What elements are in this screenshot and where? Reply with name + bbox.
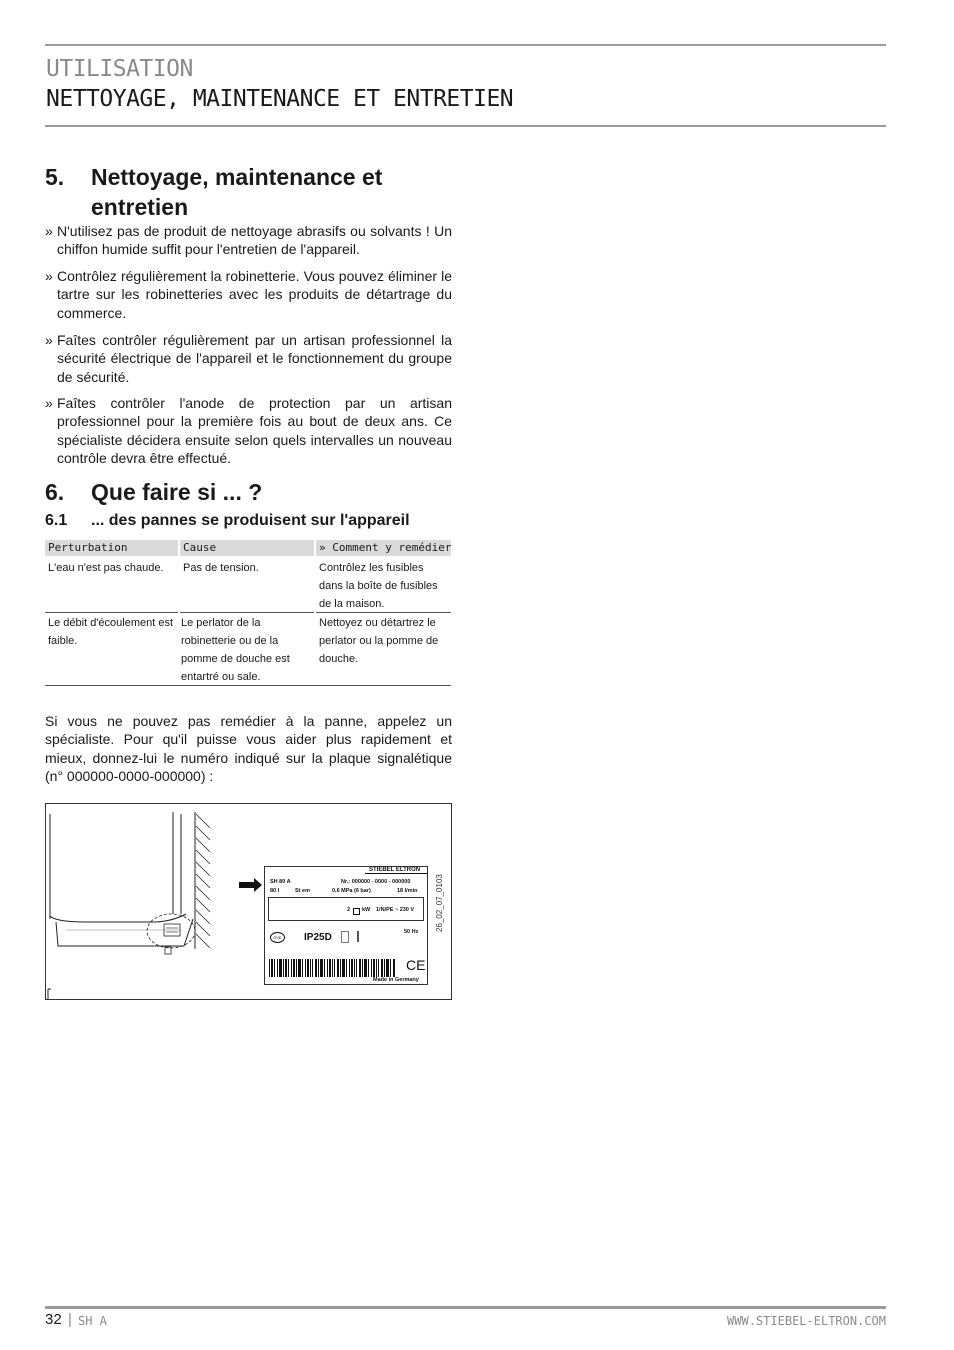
bullet-text: Faîtes contrôler régulièrement par un artisan professionnel la sécurité électrique de l'appareil et le fonctionnement du groupe de sécurité.	[57, 332, 452, 385]
header-title: NETTOYAGE, MAINTENANCE ET ENTRETIEN	[46, 86, 514, 112]
section-5-heading	[45, 162, 455, 222]
bullet-mark: »	[45, 395, 53, 411]
subsection-title: ... des pannes se produisent sur l'appareil	[91, 512, 410, 529]
table-cell-line: dans la boîte de fusibles	[319, 580, 438, 592]
table-cell-line: faible.	[48, 635, 78, 647]
plate-material: St em	[295, 888, 310, 894]
footer-model: SH A	[78, 1314, 107, 1328]
bullet-item	[45, 331, 452, 386]
table-header-remedy: » Comment y remédier	[316, 540, 451, 556]
plate-origin: Made in Germany	[373, 977, 419, 983]
table-cell-line: Le débit d'écoulement est	[48, 617, 174, 629]
certification-icon	[341, 931, 349, 943]
table-header-perturbation: Perturbation	[45, 540, 178, 556]
table-cell-remedy	[319, 559, 438, 613]
footer-separator: |	[68, 1311, 72, 1328]
table-cell-line: Le perlator de la	[181, 617, 261, 629]
table-cell-line: Nettoyez ou détartrez le	[319, 617, 436, 629]
plate-model: SH 80 A	[270, 879, 291, 885]
table-row-divider	[180, 612, 314, 613]
table-cell-line: de la maison.	[319, 598, 385, 610]
table-row-divider	[45, 612, 178, 613]
footer-website-link[interactable]: WWW.STIEBEL-ELTRON.COM	[727, 1314, 886, 1328]
bullet-text: N'utilisez pas de produit de nettoyage abrasifs ou solvants ! Un chiffon humide suffit pour l'entretien de l'appareil.	[57, 223, 452, 258]
plate-flow: 18 l/min	[397, 888, 418, 894]
plate-volume: 80 l	[270, 888, 280, 894]
page-number: 32	[45, 1311, 62, 1328]
plate-pressure: 0,6 MPa (6 bar)	[332, 888, 371, 894]
table-header-cause: Cause	[180, 540, 314, 556]
table-row-divider	[316, 612, 451, 613]
barcode-icon	[269, 959, 397, 977]
section-6-title: Que faire si ... ?	[91, 479, 263, 505]
header-category: UTILISATION	[46, 56, 193, 82]
table-cell-cause	[181, 614, 290, 686]
table-cell-perturbation	[48, 614, 173, 650]
plate-voltage: 1/N/PE ~ 230 V	[376, 907, 415, 913]
table-cell-line: robinetterie ou de la	[181, 635, 279, 647]
bullet-text: Contrôlez régulièrement la robinetterie. Vous pouvez éliminer le tartre sur les robinetteries avec les produits de détartrage du commerce.	[57, 268, 452, 321]
bullet-mark: »	[45, 223, 53, 239]
ce-mark-icon: CE	[406, 957, 426, 973]
footer-rule	[45, 1306, 886, 1309]
plate-power-unit: kW	[362, 907, 371, 913]
table-cell-line: pomme de douche est	[181, 653, 290, 665]
rating-plate	[264, 866, 428, 985]
section-6-number: 6.	[45, 479, 65, 505]
header-top-rule	[45, 44, 886, 46]
section-6-heading	[45, 477, 455, 507]
section-5-number: 5.	[45, 164, 65, 190]
bullet-mark: »	[45, 268, 53, 284]
table-cell-perturbation: L'eau n'est pas chaude.	[48, 562, 164, 574]
table-cell-remedy	[319, 614, 438, 668]
section-5-title-line1: Nettoyage, maintenance et	[91, 164, 383, 190]
table-cell-line: Contrôlez les fusibles	[319, 562, 424, 574]
specialist-paragraph: Si vous ne pouvez pas remédier à la panne, appelez un spécialiste. Pour qu'il puisse vous aider plus rapidement et mieux, donnez-lui le numéro indiqué sur la plaque signalétique (n° 000000-0000-000000) :	[45, 713, 452, 784]
bullet-item	[45, 267, 452, 322]
table-cell-cause: Pas de tension.	[183, 562, 259, 574]
brand-rule	[365, 873, 427, 874]
water-drop-icon	[357, 931, 359, 942]
table-cell-line: douche.	[319, 653, 359, 665]
plate-power-value: 2	[347, 907, 351, 913]
section-5-title-line2: entretien	[91, 194, 189, 220]
table-cell-line: perlator ou la pomme de	[319, 635, 439, 647]
subsection-number: 6.1	[45, 512, 68, 529]
table-bottom-rule	[45, 685, 451, 686]
ove-mark-icon: ÖVE	[270, 932, 285, 943]
table-cell-line: entartré ou sale.	[181, 671, 261, 683]
bullet-text: Faîtes contrôler l'anode de protection par un artisan professionnel pour la première fois au bout de deux ans. Ce spécialiste décidera ensuite selon quels intervalles un nouveau contrôle devra être effectué.	[57, 395, 452, 466]
plate-ip-rating: IP25D	[304, 932, 332, 943]
bullet-item	[45, 222, 452, 259]
bullet-item	[45, 394, 452, 467]
rating-plate-figure	[45, 803, 452, 1000]
bullet-mark: »	[45, 332, 53, 348]
figure-reference-code: 26_02_07_0103	[435, 874, 444, 932]
plate-frequency: 50 Hz	[404, 929, 419, 935]
plate-brand: STIEBEL ELTRON	[369, 867, 421, 873]
checkbox-icon	[353, 908, 360, 915]
header-bottom-rule	[45, 125, 886, 127]
plate-serial-number: Nr.: 000000 - 0000 - 000000	[341, 879, 411, 885]
